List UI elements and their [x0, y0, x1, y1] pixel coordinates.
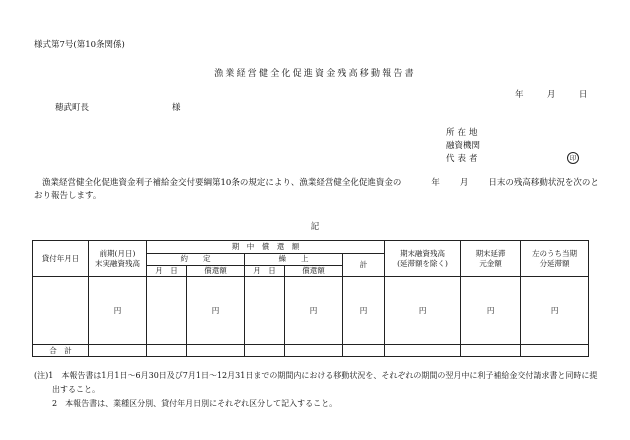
cell-scheduled-amount[interactable] — [187, 277, 245, 345]
header-early: 繰 上 — [245, 254, 343, 266]
body-text-part2: 日末の残高移動状況を次のとおり報告します。 — [34, 178, 599, 201]
year-label: 年 — [515, 90, 524, 100]
note-1-continued: 出すること。 — [52, 385, 100, 394]
header-prev-balance: 前期(月日) 末実融資残高 — [89, 241, 147, 277]
header-total: 計 — [343, 254, 385, 277]
header-scheduled: 約 定 — [147, 254, 245, 266]
document-title: 漁業経営健全化促進資金残高移動報告書 — [214, 69, 416, 79]
yen-unit: 円 — [309, 305, 318, 315]
header-repayment-group: 期 中 償 還 額 — [147, 241, 385, 254]
yen-unit: 円 — [113, 305, 122, 315]
body-text-part1: 漁業経営健全化促進資金利子補給金交付要綱第10条の規定により、漁業経営健全化促進資金の — [42, 178, 402, 188]
total-early-amount[interactable] — [285, 345, 343, 357]
header-early-amount: 償還額 — [285, 265, 343, 277]
cell-overdue-current[interactable] — [521, 277, 589, 345]
day-label: 日 — [578, 90, 588, 100]
total-row-label: 合 計 — [33, 345, 89, 357]
header-scheduled-md: 月 日 — [147, 265, 187, 277]
header-loan-date: 貸付年月日 — [33, 241, 89, 277]
yen-unit: 円 — [486, 305, 495, 315]
form-number: 様式第7号(第10条関係) — [34, 40, 125, 50]
note-1: (注)1 本報告書は1月1日～6月30日及び7月1日～12月31日までの期間内における移動状況を、それぞれの期間の翌月中に利子補給金交付請求書と同時に提 — [34, 371, 598, 380]
body-year: 年 — [431, 178, 440, 188]
total-early-md[interactable] — [245, 345, 285, 357]
cell-total[interactable] — [343, 277, 385, 345]
total-overdue[interactable] — [461, 345, 521, 357]
honorific: 様 — [172, 103, 181, 113]
report-date — [515, 88, 587, 100]
total-scheduled-amount[interactable] — [187, 345, 245, 357]
total-end-balance[interactable] — [385, 345, 461, 357]
ki-heading: 記 — [310, 222, 320, 232]
total-total[interactable] — [343, 345, 385, 357]
total-prev-balance[interactable] — [89, 345, 147, 357]
notes — [34, 369, 604, 411]
cell-scheduled-md[interactable] — [147, 277, 187, 345]
total-overdue-current[interactable] — [521, 345, 589, 357]
lender-label: 融資機関 — [446, 141, 481, 151]
body-text — [34, 177, 599, 203]
month-label: 月 — [546, 90, 556, 100]
address-label: 所在地 — [446, 128, 481, 138]
addressee: 穂武町長 — [55, 103, 90, 113]
body-month: 月 — [459, 178, 469, 188]
total-scheduled-md[interactable] — [147, 345, 187, 357]
representative-label: 代表者 — [446, 154, 481, 164]
header-overdue-current: 左のうち当期 分延滞額 — [521, 241, 589, 277]
seal-mark: 印 — [567, 152, 579, 164]
cell-overdue[interactable] — [461, 277, 521, 345]
note-2: 2 本報告書は、業種区分別、貸付年月日別にそれぞれ区分して記入すること。 — [52, 399, 338, 408]
yen-unit: 円 — [550, 305, 559, 315]
header-scheduled-amount: 償還額 — [187, 265, 245, 277]
yen-unit: 円 — [211, 305, 220, 315]
cell-early-md[interactable] — [245, 277, 285, 345]
header-overdue: 期末延滞 元金額 — [461, 241, 521, 277]
cell-loan-date[interactable] — [33, 277, 89, 345]
yen-unit: 円 — [418, 305, 427, 315]
yen-unit: 円 — [359, 305, 368, 315]
header-end-balance: 期末融資残高 (延滞額を除く) — [385, 241, 461, 277]
header-early-md: 月 日 — [245, 265, 285, 277]
cell-early-amount[interactable] — [285, 277, 343, 345]
balance-table — [32, 240, 589, 357]
cell-prev-balance[interactable] — [89, 277, 147, 345]
cell-end-balance[interactable] — [385, 277, 461, 345]
